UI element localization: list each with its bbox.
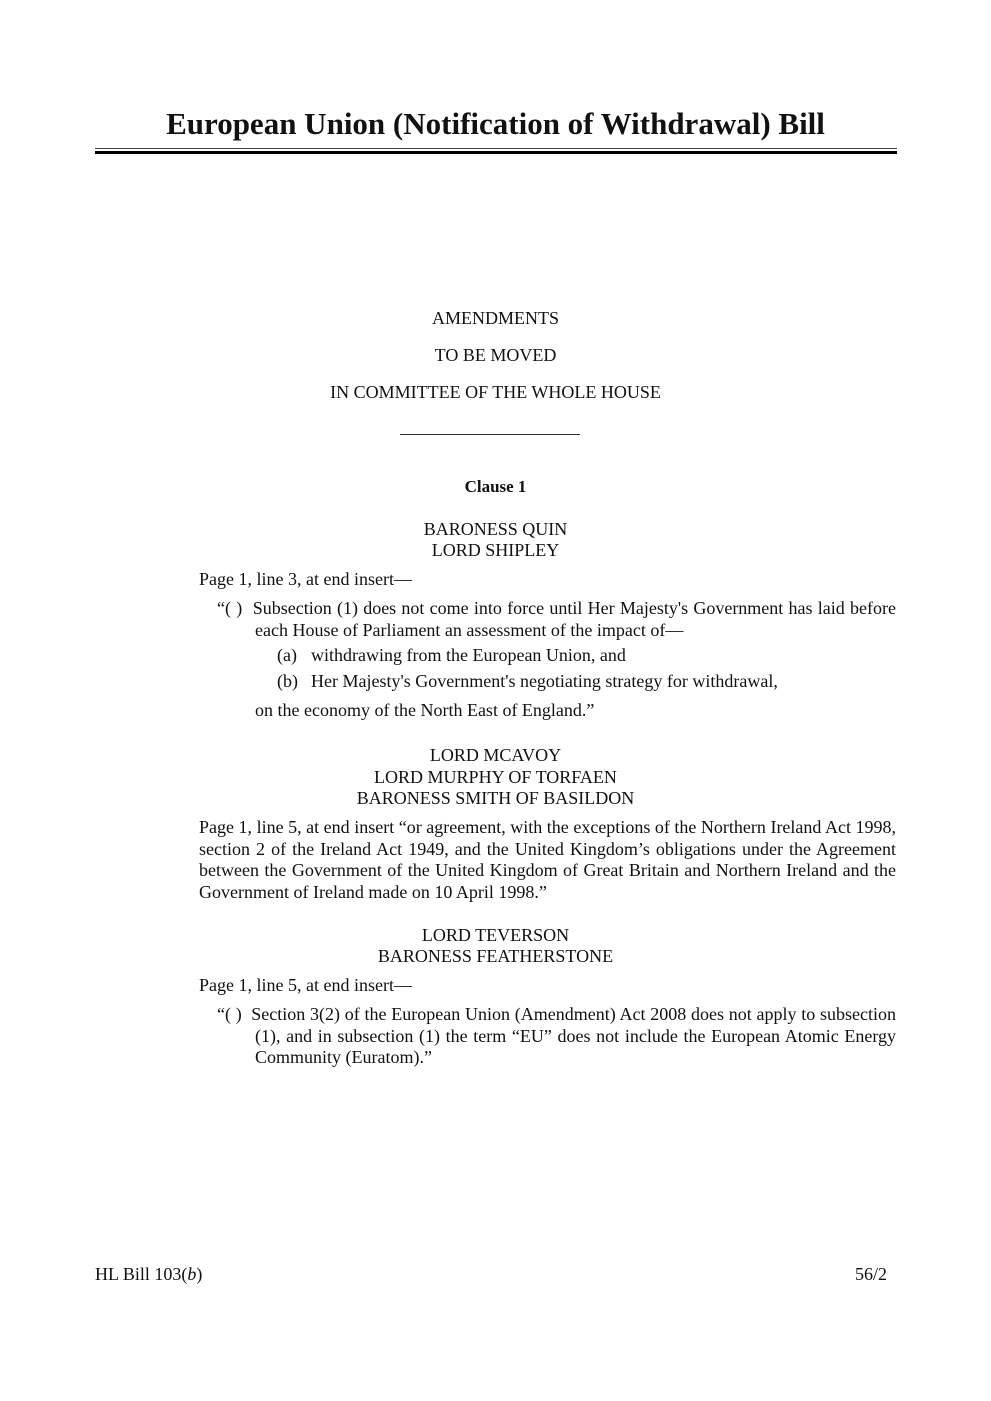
bill-title: European Union (Notification of Withdrawal) Bill [166, 106, 825, 141]
heading-committee: IN COMMITTEE OF THE WHOLE HOUSE [330, 382, 661, 402]
bill-number [95, 1264, 202, 1285]
sub-item-b [277, 671, 778, 693]
title-rule-thin [95, 148, 897, 149]
sub-item-a [277, 645, 626, 667]
bill-number-suffix: b [187, 1264, 197, 1284]
amendment-quote: “( ) Section 3(2) of the European Union (Amendment) Act 2008 does not apply to subsection (1), and in subsection (1) the term “EU” does not include the European Atomic Energy Community (Euratom).” [217, 1004, 896, 1067]
mover: BARONESS SMITH OF BASILDON [356, 788, 635, 808]
page-reference: 56/2 [854, 1264, 887, 1284]
mover: LORD SHIPLEY [431, 540, 560, 560]
heading-amendments: AMENDMENTS [431, 308, 559, 328]
bill-number-prefix: HL Bill 103( [95, 1264, 188, 1284]
clause-heading: Clause 1 [464, 477, 527, 496]
mover: LORD MCAVOY [429, 745, 562, 765]
mover: LORD MURPHY OF TORFAEN [374, 767, 617, 787]
heading-to-be-moved: TO BE MOVED [434, 345, 557, 365]
item-label: (a) [277, 645, 297, 665]
bill-number-close: ) [196, 1264, 203, 1284]
mover: LORD TEVERSON [421, 925, 570, 945]
item-text: Her Majesty's Government's negotiating strategy for withdrawal, [311, 671, 778, 691]
amendment-closing: on the economy of the North East of England.” [255, 700, 595, 720]
mover: BARONESS FEATHERSTONE [377, 946, 614, 966]
item-text: withdrawing from the European Union, and [311, 645, 626, 665]
separator [400, 434, 580, 435]
amendment-instruction: Page 1, line 5, at end insert “or agreement, with the exceptions of the Northern Ireland Act 1998, section 2 of the Ireland Act 1949, and the United Kingdom’s obligations under the Agreement between the Government of the United Kingdom of Great Britain and Northern Ireland and the Government of Ireland made on 10 April 1998.” [199, 817, 896, 902]
amendment-instruction: Page 1, line 3, at end insert— [199, 569, 412, 589]
amendment-quote: “( ) Subsection (1) does not come into force until Her Majesty's Government has laid before each House of Parliament an assessment of the impact of— [217, 598, 896, 640]
title-rule-thick [95, 151, 897, 154]
mover: BARONESS QUIN [423, 519, 568, 539]
item-label: (b) [277, 671, 298, 691]
amendment-instruction: Page 1, line 5, at end insert— [199, 975, 412, 995]
